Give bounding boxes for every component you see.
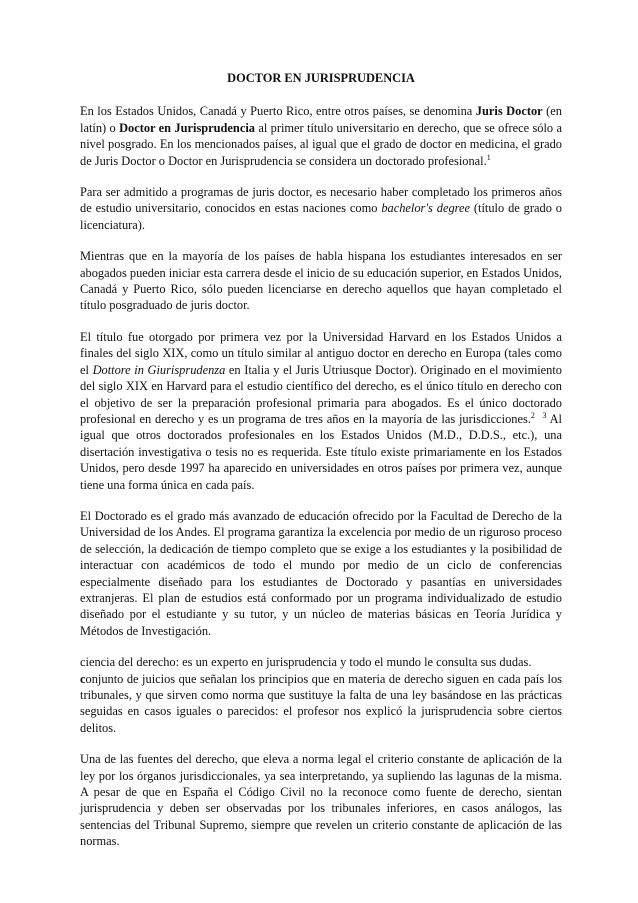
- paragraph-admission: [80, 184, 562, 233]
- text: En los Estados Unidos, Canadá y Puerto Rico, entre otros países, se denomina: [80, 104, 476, 119]
- text: Al igual que otros doctorados profesionales en los Estados Unidos (M.D., D.D.S., etc.), una disertación investigativa o tesis no es requerida. Este título existe primariamente en los Estados Unidos, pero desde 1997 ha aparecido en universidades en otros países por primera vez, aunque tiene una forma única en cada país.: [80, 411, 562, 492]
- bold-initial: c: [80, 671, 86, 686]
- italic-bachelors-degree: bachelor's degree: [381, 201, 470, 216]
- paragraph-ciencia: [80, 654, 562, 670]
- page-title: DOCTOR EN JURISPRUDENCIA: [227, 71, 415, 85]
- text: (en latín) o: [80, 104, 562, 135]
- paragraph-andes: [80, 508, 562, 639]
- paragraph-definition: [80, 103, 562, 169]
- footnote-ref-2: 2: [530, 410, 535, 420]
- text: (título de grado o licenciatura).: [80, 201, 562, 232]
- paragraph-spanish-countries: [80, 248, 562, 314]
- paragraph-conjunto: [80, 671, 562, 737]
- bold-term-doctor-en-jurisprudencia: Doctor en Jurisprudencia: [119, 120, 255, 135]
- text: El título fue otorgado por primera vez por la Universidad Harvard en los Estados Unidos a finales del siglo XIX, como un título similar al antiguo doctor en derecho en Europa (tales como el: [80, 329, 562, 377]
- text: ciencia del derecho: es un experto en jurisprudencia y todo el mundo le consulta sus dudas.: [80, 655, 532, 670]
- footnote-ref-3: 3: [542, 410, 547, 420]
- text: Para ser admitido a programas de juris doctor, es necesario haber completado los primeros años de estudio universitario, conocidos en estas naciones como: [80, 185, 562, 216]
- italic-dottore: Dottore in Giurisprudenza: [92, 362, 226, 377]
- text: El Doctorado es el grado más avanzado de educación ofrecido por la Facultad de Derecho de la Universidad de los Andes. El programa garantiza la excelencia por medio de un riguroso proceso de selección, la dedicación de tiempo completo que se exige a los estudiantes y la posibilidad de interactuar con académicos de todo el mundo por medio de un ciclo de conferencias especialmente diseñado para los estudiantes de Doctorado y pasantías en universidades extranjeras. El plan de estudios está conformado por un programa individualizado de estudio diseñado por el estudiante y su tutor, y un núcleo de materias básicas en Teoría Jurídica y Métodos de Investigación.: [80, 508, 562, 638]
- paragraph-fuentes: [80, 751, 562, 849]
- footnote-ref-1: 1: [486, 152, 491, 162]
- text: Mientras que en la mayoría de los países de habla hispana los estudiantes interesados en ser abogados pueden iniciar esta carrera desde el inicio de su educación superior, en Estados Unidos, Canadá y Puerto Rico, sólo pueden licenciarse en derecho aquellos que hayan completado el título posgraduado de juris doctor.: [80, 249, 562, 313]
- bold-term-juris-doctor: Juris Doctor: [475, 104, 543, 119]
- text: Una de las fuentes del derecho, que eleva a norma legal el criterio constante de aplicación de la ley por los órganos jurisdiccionales, ya sea interpretando, ya supliendo las lagunas de la misma. A pesar de que en España el Código Civil no la reconoce como fuente de derecho, sientan jurisprudencia y deben ser observadas por los tribunales inferiores, en casos análogos, las sentencias del Tribunal Supremo, siempre que revelen un criterio constante de aplicación de las normas.: [80, 752, 562, 849]
- text: en Italia y el Juris Utriusque Doctor). Originado en el movimiento del siglo XIX en Harvard para el estudio científico del derecho, es el único título en derecho con el objetivo de ser la preparación profesional primaria para abogados. Es el único doctorado profesional en derecho y es un programa de tres años en la mayoría de las jurisdicciones.: [80, 362, 562, 426]
- paragraph-history: [80, 329, 562, 493]
- text: al primer título universitario en derecho, que se ofrece sólo a nivel posgrado. En los mencionados países, al igual que el grado de doctor en medicina, el grado de Juris Doctor o Doctor en Jurisprudencia se considera un doctorado profesional.: [80, 120, 562, 168]
- text: onjunto de juicios que señalan los principios que en materia de derecho siguen en cada país los tribunales, y que sirven como norma que sustituye la falta de una ley basándose en las prácticas seguidas en casos iguales o parecidos: el profesor nos explicó la jurisprudencia sobre ciertos delitos.: [80, 671, 562, 735]
